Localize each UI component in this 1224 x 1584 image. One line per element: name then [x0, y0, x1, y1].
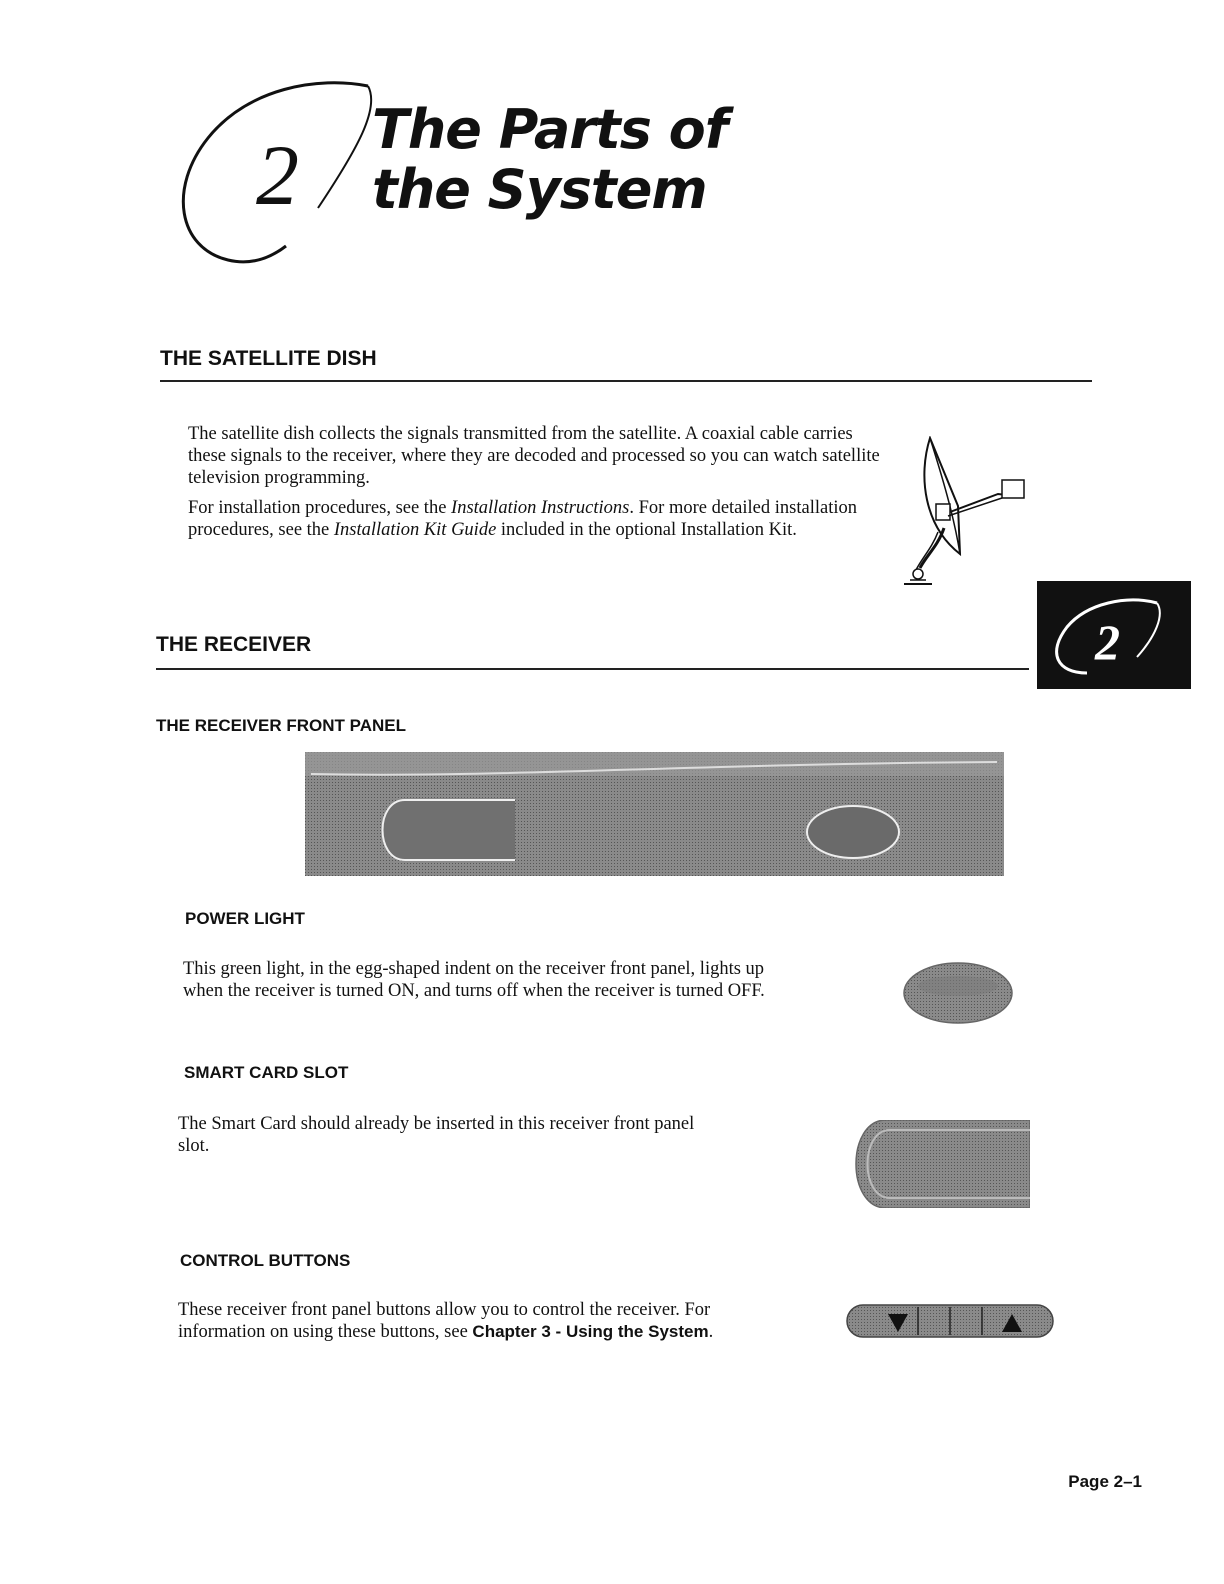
- satellite-dish-rule: [160, 380, 1092, 382]
- chapter-tab-emblem: [1037, 581, 1191, 689]
- chapter-3-reference: Chapter 3 - Using the System: [472, 1322, 709, 1341]
- installation-kit-guide-ref: Installation Kit Guide: [333, 520, 497, 540]
- satellite-dish-illustration: [898, 436, 1038, 591]
- chapter-tab-number: 2: [1095, 614, 1120, 670]
- satellite-dish-heading: THE SATELLITE DISH: [160, 347, 377, 370]
- installation-instructions-ref: Installation Instructions: [451, 498, 630, 518]
- chapter-number-emblem: [168, 78, 378, 268]
- control-buttons-illustration: [846, 1304, 1054, 1338]
- chapter-title-line-2: the System: [372, 158, 707, 221]
- smart-card-slot-text: The Smart Card should already be inserted in this receiver front panel slot.: [178, 1114, 695, 1156]
- receiver-front-panel-heading: THE RECEIVER FRONT PANEL: [156, 716, 406, 735]
- satellite-dish-paragraph-1: The satellite dish collects the signals transmitted from the satellite. A coaxial cable carries these signals to the receiver, where they are decoded and processed so you can watch satellite television programming.: [188, 424, 880, 488]
- page-number: Page 2–1: [1068, 1472, 1142, 1491]
- power-light-heading: POWER LIGHT: [185, 909, 305, 928]
- satellite-dish-text: [188, 423, 890, 549]
- receiver-heading: THE RECEIVER: [156, 633, 312, 656]
- smart-card-slot-illustration: [846, 1120, 1030, 1208]
- receiver-rule: [156, 668, 1029, 670]
- satellite-dish-paragraph-2: For installation procedures, see the Installation Instructions. For more detailed installation procedures, see the Installation Kit Guide included in the optional Installation Kit.: [188, 498, 857, 540]
- chapter-number: 2: [256, 127, 299, 223]
- smart-card-slot-heading: SMART CARD SLOT: [184, 1063, 349, 1082]
- chapter-title: [372, 100, 727, 220]
- chapter-tab: [1037, 581, 1191, 689]
- power-light-text: This green light, in the egg-shaped indent on the receiver front panel, lights up when the receiver is turned ON, and turns off when the receiver is turned OFF.: [183, 959, 765, 1001]
- control-buttons-text: These receiver front panel buttons allow you to control the receiver. For information on using these buttons, see Chapter 3 - Using the System.: [178, 1300, 714, 1342]
- power-light-illustration: [902, 962, 1014, 1024]
- receiver-front-panel-illustration: [305, 752, 1004, 876]
- chapter-title-line-1: The Parts of: [372, 98, 728, 161]
- control-buttons-heading: CONTROL BUTTONS: [180, 1251, 351, 1270]
